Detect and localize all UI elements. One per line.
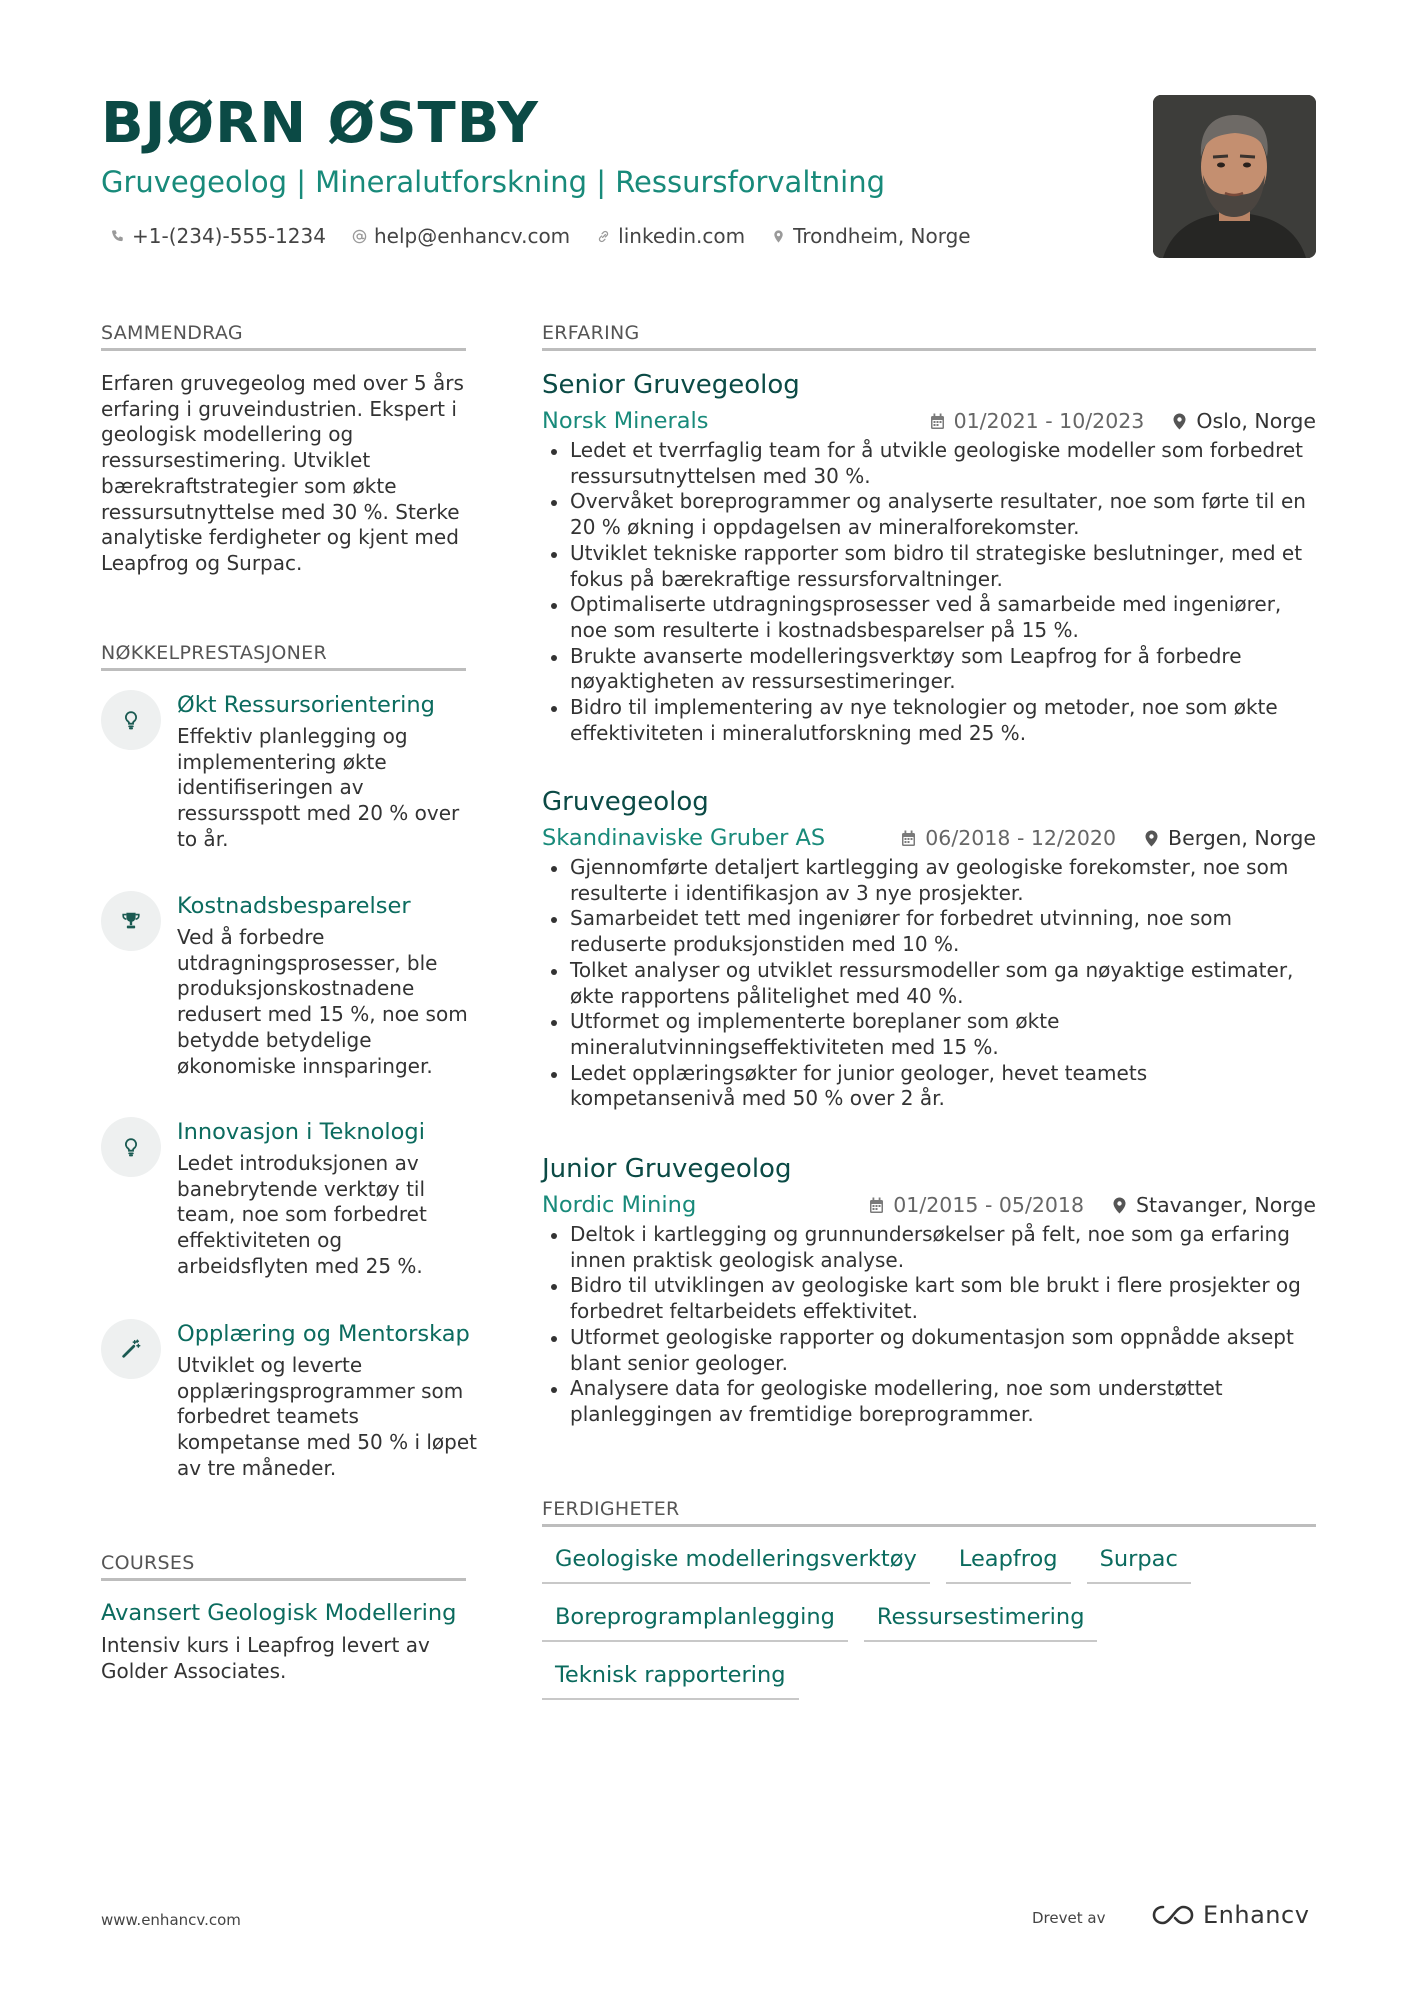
achievement-description: Ved å forbedre utdragningsprosesser, ble produksjonskostnadene redusert med 15 %, noe som betydde betydelige økonomiske innsparinger.	[177, 925, 468, 1078]
list-item: Brukte avanserte modelleringsverktøy som Leapfrog for å forbedre nøyaktigheten av ressursestimeringer.	[548, 644, 1316, 695]
location-icon	[1112, 1197, 1127, 1214]
achievement-description: Utviklet og leverte opplæringsprogrammer som forbedret teamets kompetanse med 50 % i løpet av tre måneder.	[177, 1353, 477, 1480]
skills-heading: FERDIGHETER	[542, 1496, 1316, 1527]
achievement-item	[101, 891, 471, 1091]
courses-heading: COURSES	[101, 1550, 466, 1581]
magic-wand-icon	[120, 1338, 142, 1360]
list-item: Utviklet tekniske rapporter som bidro til strategiske beslutninger, med et fokus på bærekraftige ressursforvaltninger.	[548, 541, 1316, 592]
achievement-title: Kostnadsbesparelser	[177, 893, 411, 919]
footer-url[interactable]: www.enhancv.com	[101, 1911, 241, 1929]
profile-photo	[1153, 95, 1316, 258]
candidate-title: Gruvegeolog | Mineralutforskning | Ressursforvaltning	[101, 165, 885, 199]
achievement-description: Ledet introduksjonen av banebrytende verktøy til team, noe som forbedret effektiviteten og arbeidsflyten med 25 %.	[177, 1151, 427, 1278]
job-meta	[930, 406, 1316, 436]
job-bullets	[548, 855, 1316, 1112]
summary-text: Erfaren gruvegeolog med over 5 års erfaring i gruveindustrien. Ekspert i geologisk modellering og ressursestimering. Utviklet bærekraftstrategier som økte ressursutnyttelse med 30 %. Sterke analytiske ferdigheter og kjent med Leapfrog og Surpac.	[101, 371, 464, 575]
job-bullets	[548, 438, 1316, 746]
job-dates: 06/2018 - 12/2020	[925, 826, 1117, 850]
job-location: Oslo, Norge	[1196, 409, 1316, 433]
contact-bar	[110, 221, 971, 251]
enhancv-logo[interactable]	[1151, 1899, 1309, 1931]
summary-heading: SAMMENDRAG	[101, 320, 466, 351]
list-item: Ledet et tverrfaglig team for å utvikle geologiske modeller som forbedret ressursutnyttelsen med 30 %.	[548, 438, 1316, 489]
location-icon	[1172, 413, 1187, 430]
skill-tag: Ressursestimering	[864, 1602, 1098, 1642]
linkedin-text: linkedin.com	[618, 224, 746, 248]
job-entry	[542, 785, 1316, 1115]
job-location: Bergen, Norge	[1168, 826, 1316, 850]
course-title: Avansert Geologisk Modellering	[101, 1600, 457, 1626]
achievement-item	[101, 1319, 477, 1489]
lightbulb-icon	[120, 1136, 142, 1158]
calendar-icon	[930, 413, 945, 430]
skill-tag: Boreprogramplanlegging	[542, 1602, 848, 1642]
course-description: Intensiv kurs i Leapfrog levert av Golder Associates.	[101, 1633, 430, 1683]
job-dates: 01/2015 - 05/2018	[893, 1193, 1085, 1217]
skill-tag: Leapfrog	[946, 1544, 1071, 1584]
email-text: help@enhancv.com	[373, 224, 571, 248]
calendar-icon	[901, 830, 916, 847]
contact-location	[771, 224, 970, 248]
list-item: Ledet opplæringsøkter for junior geologer, hevet teamets kompetansenivå med 50 % over 2 år.	[548, 1061, 1316, 1112]
list-item: Utformet geologiske rapporter og dokumentasjon som oppnådde aksept blant senior geologer.	[548, 1325, 1316, 1376]
location-text: Trondheim, Norge	[793, 224, 971, 248]
list-item: Utformet og implementerte boreplaner som økte mineralutvinningseffektiviteten med 15 %.	[548, 1009, 1316, 1060]
location-icon	[771, 229, 786, 244]
job-role: Gruvegeolog	[542, 787, 709, 817]
location-icon	[1144, 830, 1159, 847]
job-company: Norsk Minerals	[542, 408, 709, 434]
job-entry	[542, 368, 1316, 748]
skill-tag: Geologiske modelleringsverktøy	[542, 1544, 930, 1584]
achievements-heading: NØKKELPRESTASJONER	[101, 640, 466, 671]
calendar-icon	[869, 1197, 884, 1214]
job-entry	[542, 1152, 1316, 1442]
list-item: Analysere data for geologiske modellering, noe som understøttet planleggingen av fremtidige boreprogrammer.	[548, 1376, 1316, 1427]
achievement-description: Effektiv planlegging og implementering økte identifiseringen av ressursspott med 20 % over to år.	[177, 724, 460, 851]
skill-tag: Teknisk rapportering	[542, 1660, 799, 1700]
job-company: Nordic Mining	[542, 1192, 697, 1218]
list-item: Samarbeidet tett med ingeniører for forbedret utvinning, noe som reduserte produksjonstiden med 10 %.	[548, 906, 1316, 957]
job-role: Junior Gruvegeolog	[542, 1154, 792, 1184]
powered-by-label: Drevet av	[1032, 1909, 1106, 1927]
list-item: Bidro til implementering av nye teknologier og metoder, noe som økte effektiviteten i mineralutforskning med 25 %.	[548, 695, 1316, 746]
at-icon	[352, 229, 367, 244]
achievement-item	[101, 690, 471, 860]
list-item: Overvåket boreprogrammer og analyserte resultater, noe som førte til en 20 % økning i oppdagelsen av mineralforekomster.	[548, 489, 1316, 540]
phone-text: +1-(234)-555-1234	[132, 224, 326, 248]
list-item: Deltok i kartlegging og grunnundersøkelser på felt, noe som ga erfaring innen praktisk geologisk analyse.	[548, 1222, 1316, 1273]
achievement-item	[101, 1117, 471, 1287]
candidate-name: BJØRN ØSTBY	[101, 91, 539, 156]
link-icon	[596, 229, 611, 244]
job-dates: 01/2021 - 10/2023	[953, 409, 1145, 433]
job-location: Stavanger, Norge	[1136, 1193, 1316, 1217]
job-bullets	[548, 1222, 1316, 1428]
brand-name: Enhancv	[1203, 1901, 1310, 1929]
contact-email[interactable]	[352, 224, 570, 248]
job-meta	[869, 1190, 1316, 1220]
job-meta	[901, 823, 1316, 853]
achievement-title: Økt Ressursorientering	[177, 692, 435, 718]
enhancv-logo-icon	[1151, 1903, 1195, 1927]
achievement-title: Opplæring og Mentorskap	[177, 1321, 470, 1347]
job-company: Skandinaviske Gruber AS	[542, 825, 826, 851]
trophy-icon	[120, 910, 142, 932]
list-item: Optimaliserte utdragningsprosesser ved å samarbeide med ingeniører, noe som resulterte i kostnadsbesparelser på 15 %.	[548, 592, 1316, 643]
lightbulb-icon	[120, 709, 142, 731]
achievement-title: Innovasjon i Teknologi	[177, 1119, 425, 1145]
list-item: Gjennomførte detaljert kartlegging av geologiske forekomster, noe som resulterte i identifikasjon av 3 nye prosjekter.	[548, 855, 1316, 906]
contact-phone[interactable]	[110, 224, 326, 248]
job-role: Senior Gruvegeolog	[542, 370, 800, 400]
experience-heading: ERFARING	[542, 320, 1316, 351]
list-item: Tolket analyser og utviklet ressursmodeller som ga nøyaktige estimater, økte rapportens pålitelighet med 40 %.	[548, 958, 1316, 1009]
contact-linkedin[interactable]	[596, 224, 745, 248]
list-item: Bidro til utviklingen av geologiske kart som ble brukt i flere prosjekter og forbedret feltarbeidets effektivitet.	[548, 1273, 1316, 1324]
phone-icon	[110, 229, 125, 244]
skill-tag: Surpac	[1087, 1544, 1191, 1584]
